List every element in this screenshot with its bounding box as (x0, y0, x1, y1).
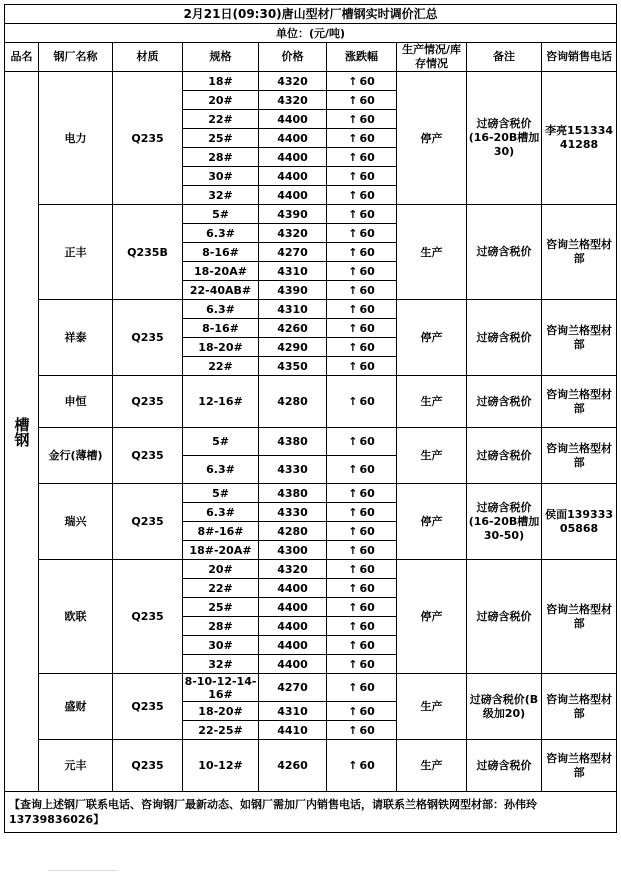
header-spec: 规格 (183, 43, 259, 72)
price-cell: 4280 (259, 376, 327, 428)
spec-cell: 32# (183, 186, 259, 205)
change-cell (327, 428, 397, 456)
price-cell: 4400 (259, 617, 327, 636)
change-cell (327, 456, 397, 484)
change-value: 60 (359, 340, 375, 354)
status-cell: 停产 (397, 300, 467, 376)
change-cell (327, 740, 397, 792)
up-arrow-icon: ↑ (348, 638, 358, 652)
up-arrow-icon: ↑ (348, 302, 358, 316)
change-cell (327, 484, 397, 503)
change-cell (327, 503, 397, 522)
material: Q235 (113, 376, 183, 428)
up-arrow-icon: ↑ (348, 283, 358, 297)
table-row (5, 740, 617, 792)
up-arrow-icon: ↑ (348, 581, 358, 595)
price-cell: 4400 (259, 110, 327, 129)
change-cell (327, 224, 397, 243)
up-arrow-icon: ↑ (348, 723, 358, 737)
table-row (5, 560, 617, 579)
price-cell: 4320 (259, 72, 327, 91)
price-cell: 4400 (259, 636, 327, 655)
change-cell (327, 636, 397, 655)
price-cell: 4260 (259, 740, 327, 792)
change-cell (327, 205, 397, 224)
material: Q235 (113, 428, 183, 484)
price-cell: 4400 (259, 655, 327, 674)
status-cell: 生产 (397, 674, 467, 740)
price-cell: 4390 (259, 205, 327, 224)
contact-cell: 咨询兰格型材部 (542, 428, 617, 484)
change-value: 60 (359, 435, 375, 448)
spec-cell: 25# (183, 129, 259, 148)
spec-cell: 6.3# (183, 503, 259, 522)
change-cell (327, 167, 397, 186)
table-row (5, 674, 617, 702)
up-arrow-icon: ↑ (348, 619, 358, 633)
up-arrow-icon: ↑ (348, 562, 358, 576)
spec-cell: 12-16# (183, 376, 259, 428)
price-cell: 4310 (259, 300, 327, 319)
spec-cell: 20# (183, 91, 259, 110)
footer-note: 【查询上述钢厂联系电话、咨询钢厂最新动态、如钢厂需加厂内销售电话，请联系兰格钢铁网型材部：孙伟玲13739836026】 (5, 792, 617, 833)
change-value: 60 (359, 505, 375, 519)
header-material: 材质 (113, 43, 183, 72)
material: Q235 (113, 484, 183, 560)
change-cell (327, 721, 397, 740)
up-arrow-icon: ↑ (348, 207, 358, 221)
table-row (5, 428, 617, 456)
up-arrow-icon: ↑ (348, 93, 358, 107)
status-cell: 生产 (397, 205, 467, 300)
change-cell (327, 300, 397, 319)
price-cell: 4400 (259, 129, 327, 148)
contact-cell: 咨询兰格型材部 (542, 674, 617, 740)
change-value: 60 (359, 131, 375, 145)
remark-cell: 过磅含税价 (467, 300, 542, 376)
header-contact: 咨询销售电话 (542, 43, 617, 72)
remark-cell: 过磅含税价 (467, 428, 542, 484)
spec-cell: 18-20# (183, 338, 259, 357)
change-cell (327, 674, 397, 702)
contact-cell: 咨询兰格型材部 (542, 376, 617, 428)
change-cell (327, 338, 397, 357)
header-remark: 备注 (467, 43, 542, 72)
price-cell: 4270 (259, 243, 327, 262)
change-cell (327, 376, 397, 428)
status-cell: 生产 (397, 376, 467, 428)
header-row (5, 43, 617, 72)
spec-cell: 8-16# (183, 243, 259, 262)
up-arrow-icon: ↑ (348, 435, 358, 448)
change-cell (327, 655, 397, 674)
change-cell (327, 72, 397, 91)
contact-cell: 咨询兰格型材部 (542, 300, 617, 376)
spec-cell: 25# (183, 598, 259, 617)
change-value: 60 (359, 395, 375, 408)
up-arrow-icon: ↑ (348, 169, 358, 183)
price-cell: 4400 (259, 186, 327, 205)
price-table (4, 4, 617, 833)
change-value: 60 (359, 207, 375, 221)
change-cell (327, 357, 397, 376)
change-value: 60 (359, 723, 375, 737)
remark-cell: 过磅含税价(16-20B槽加30-50) (467, 484, 542, 560)
header-change: 涨跌幅 (327, 43, 397, 72)
spec-cell: 8#-16# (183, 522, 259, 541)
price-table-container (4, 4, 616, 833)
footer-row (5, 792, 617, 833)
price-cell: 4350 (259, 357, 327, 376)
spec-cell: 5# (183, 428, 259, 456)
change-cell (327, 522, 397, 541)
change-value: 60 (359, 704, 375, 718)
remark-cell: 过磅含税价(B级加20) (467, 674, 542, 740)
change-value: 60 (359, 359, 375, 373)
contact-cell: 李亮15133441288 (542, 72, 617, 205)
up-arrow-icon: ↑ (348, 759, 358, 772)
change-cell (327, 262, 397, 281)
change-value: 60 (359, 264, 375, 278)
change-value: 60 (359, 562, 375, 576)
change-value: 60 (359, 463, 375, 476)
header-status: 生产情况/库存情况 (397, 43, 467, 72)
header-price: 价格 (259, 43, 327, 72)
status-cell: 停产 (397, 560, 467, 674)
spec-cell: 5# (183, 484, 259, 503)
up-arrow-icon: ↑ (348, 704, 358, 718)
contact-cell: 咨询兰格型材部 (542, 560, 617, 674)
up-arrow-icon: ↑ (348, 359, 358, 373)
change-value: 60 (359, 226, 375, 240)
change-value: 60 (359, 169, 375, 183)
price-cell: 4400 (259, 148, 327, 167)
change-cell (327, 148, 397, 167)
up-arrow-icon: ↑ (348, 657, 358, 671)
up-arrow-icon: ↑ (348, 681, 358, 694)
price-cell: 4320 (259, 91, 327, 110)
up-arrow-icon: ↑ (348, 226, 358, 240)
mill-name: 金行(薄槽) (39, 428, 113, 484)
spec-cell: 22# (183, 579, 259, 598)
price-cell: 4300 (259, 541, 327, 560)
spec-cell: 18# (183, 72, 259, 91)
mill-name: 元丰 (39, 740, 113, 792)
change-value: 60 (359, 657, 375, 671)
spec-cell: 10-12# (183, 740, 259, 792)
up-arrow-icon: ↑ (348, 395, 358, 408)
spec-cell: 5# (183, 205, 259, 224)
status-cell: 停产 (397, 72, 467, 205)
change-cell (327, 541, 397, 560)
change-cell (327, 110, 397, 129)
up-arrow-icon: ↑ (348, 340, 358, 354)
up-arrow-icon: ↑ (348, 188, 358, 202)
material: Q235 (113, 300, 183, 376)
decorative-line (48, 870, 118, 871)
spec-cell: 18-20A# (183, 262, 259, 281)
table-row (5, 484, 617, 503)
spec-cell: 28# (183, 617, 259, 636)
header-product: 品名 (5, 43, 39, 72)
change-value: 60 (359, 486, 375, 500)
contact-cell: 侯面13933305868 (542, 484, 617, 560)
spec-cell: 6.3# (183, 300, 259, 319)
spec-cell: 22# (183, 110, 259, 129)
change-cell (327, 702, 397, 721)
remark-cell: 过磅含税价 (467, 205, 542, 300)
price-cell: 4400 (259, 167, 327, 186)
change-value: 60 (359, 283, 375, 297)
up-arrow-icon: ↑ (348, 264, 358, 278)
mill-name: 盛财 (39, 674, 113, 740)
contact-cell: 咨询兰格型材部 (542, 205, 617, 300)
header-mill: 钢厂名称 (39, 43, 113, 72)
spec-cell: 22-40AB# (183, 281, 259, 300)
change-cell (327, 243, 397, 262)
status-cell: 生产 (397, 740, 467, 792)
change-cell (327, 281, 397, 300)
change-value: 60 (359, 150, 375, 164)
change-cell (327, 186, 397, 205)
spec-cell: 6.3# (183, 456, 259, 484)
up-arrow-icon: ↑ (348, 505, 358, 519)
status-cell: 停产 (397, 484, 467, 560)
price-cell: 4320 (259, 224, 327, 243)
change-cell (327, 91, 397, 110)
price-cell: 4380 (259, 484, 327, 503)
spec-cell: 22-25# (183, 721, 259, 740)
remark-cell: 过磅含税价(16-20B槽加30) (467, 72, 542, 205)
contact-cell: 咨询兰格型材部 (542, 740, 617, 792)
material: Q235 (113, 72, 183, 205)
price-cell: 4330 (259, 503, 327, 522)
price-cell: 4290 (259, 338, 327, 357)
material: Q235 (113, 560, 183, 674)
up-arrow-icon: ↑ (348, 486, 358, 500)
change-value: 60 (359, 112, 375, 126)
spec-cell: 30# (183, 167, 259, 186)
spec-cell: 30# (183, 636, 259, 655)
remark-cell: 过磅含税价 (467, 740, 542, 792)
table-row (5, 300, 617, 319)
mill-name: 电力 (39, 72, 113, 205)
change-value: 60 (359, 93, 375, 107)
remark-cell: 过磅含税价 (467, 560, 542, 674)
spec-cell: 22# (183, 357, 259, 376)
material: Q235B (113, 205, 183, 300)
price-cell: 4330 (259, 456, 327, 484)
mill-name: 欧联 (39, 560, 113, 674)
change-value: 60 (359, 759, 375, 772)
price-cell: 4260 (259, 319, 327, 338)
table-row (5, 72, 617, 91)
spec-cell: 6.3# (183, 224, 259, 243)
unit-row (5, 24, 617, 43)
spec-cell: 28# (183, 148, 259, 167)
up-arrow-icon: ↑ (348, 524, 358, 538)
spec-cell: 20# (183, 560, 259, 579)
change-value: 60 (359, 681, 375, 694)
price-cell: 4410 (259, 721, 327, 740)
mill-name: 祥泰 (39, 300, 113, 376)
material: Q235 (113, 740, 183, 792)
change-value: 60 (359, 524, 375, 538)
up-arrow-icon: ↑ (348, 74, 358, 88)
change-cell (327, 598, 397, 617)
spec-cell: 8-10-12-14-16# (183, 674, 259, 702)
change-cell (327, 560, 397, 579)
change-value: 60 (359, 543, 375, 557)
change-value: 60 (359, 74, 375, 88)
price-cell: 4400 (259, 598, 327, 617)
category-cell: 槽钢 (5, 72, 39, 792)
page-title: 2月21日(09:30)唐山型材厂槽钢实时调价汇总 (5, 5, 617, 24)
up-arrow-icon: ↑ (348, 245, 358, 259)
title-row (5, 5, 617, 24)
change-cell (327, 129, 397, 148)
price-cell: 4390 (259, 281, 327, 300)
up-arrow-icon: ↑ (348, 600, 358, 614)
price-cell: 4310 (259, 262, 327, 281)
status-cell: 生产 (397, 428, 467, 484)
change-value: 60 (359, 638, 375, 652)
up-arrow-icon: ↑ (348, 463, 358, 476)
change-value: 60 (359, 321, 375, 335)
table-row (5, 376, 617, 428)
change-value: 60 (359, 600, 375, 614)
change-value: 60 (359, 245, 375, 259)
change-cell (327, 617, 397, 636)
up-arrow-icon: ↑ (348, 112, 358, 126)
change-value: 60 (359, 619, 375, 633)
mill-name: 正丰 (39, 205, 113, 300)
table-row (5, 205, 617, 224)
price-cell: 4400 (259, 579, 327, 598)
price-cell: 4270 (259, 674, 327, 702)
price-cell: 4280 (259, 522, 327, 541)
unit-label: 单位：(元/吨) (5, 24, 617, 43)
price-cell: 4380 (259, 428, 327, 456)
change-value: 60 (359, 581, 375, 595)
material: Q235 (113, 674, 183, 740)
up-arrow-icon: ↑ (348, 543, 358, 557)
change-value: 60 (359, 188, 375, 202)
up-arrow-icon: ↑ (348, 131, 358, 145)
mill-name: 申恒 (39, 376, 113, 428)
price-cell: 4320 (259, 560, 327, 579)
remark-cell: 过磅含税价 (467, 376, 542, 428)
change-value: 60 (359, 302, 375, 316)
up-arrow-icon: ↑ (348, 150, 358, 164)
price-cell: 4310 (259, 702, 327, 721)
mill-name: 瑞兴 (39, 484, 113, 560)
spec-cell: 18-20# (183, 702, 259, 721)
up-arrow-icon: ↑ (348, 321, 358, 335)
spec-cell: 32# (183, 655, 259, 674)
spec-cell: 8-16# (183, 319, 259, 338)
change-cell (327, 579, 397, 598)
spec-cell: 18#-20A# (183, 541, 259, 560)
change-cell (327, 319, 397, 338)
